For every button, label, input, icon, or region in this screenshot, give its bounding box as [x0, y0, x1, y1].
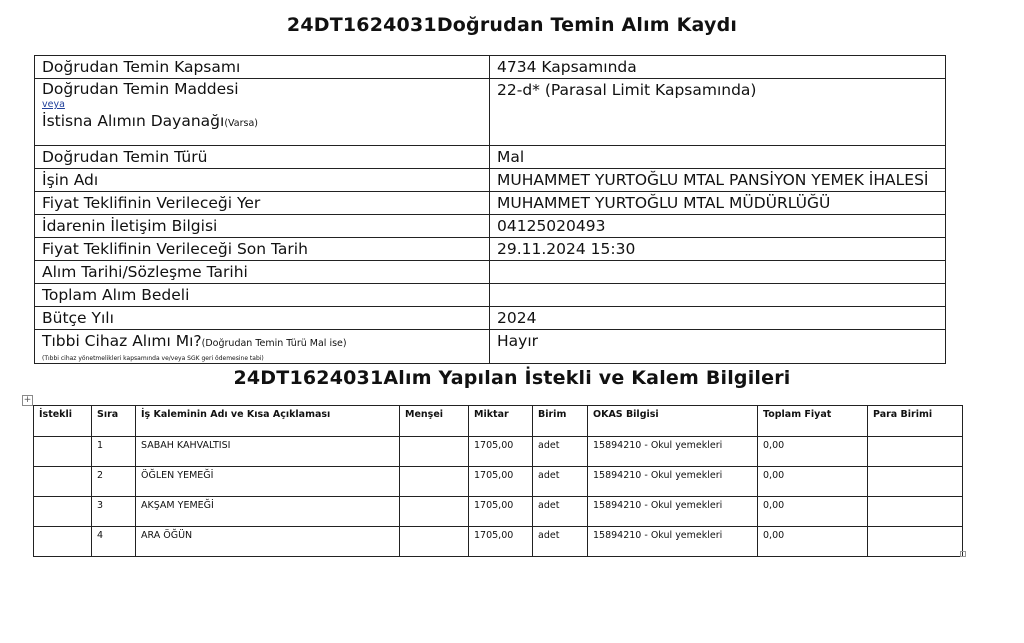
column-header: Birim: [533, 406, 588, 437]
direct-procurement-table: [34, 55, 946, 364]
column-header: Para Birimi: [868, 406, 963, 437]
info-value: 04125020493: [490, 215, 946, 238]
document-title: 24DT1624031Doğrudan Temin Alım Kaydı: [286, 14, 738, 36]
toplam-fiyat-cell: 0,00: [758, 527, 868, 557]
table-row: [34, 467, 963, 497]
info-value: 22-d* (Parasal Limit Kapsamında): [490, 79, 946, 146]
info-label: Doğrudan Temin Türü: [35, 146, 490, 169]
info-value: MUHAMMET YURTOĞLU MTAL PANSİYON YEMEK İHALESİ: [490, 169, 946, 192]
table-resize-handle[interactable]: [960, 551, 966, 557]
info-label: Tıbbi Cihaz Alımı Mı?: [42, 332, 202, 350]
items-header-row: [34, 406, 963, 437]
para-birimi-cell: [868, 467, 963, 497]
column-header: Sıra: [92, 406, 136, 437]
info-label: Fiyat Teklifinin Verileceği Yer: [35, 192, 490, 215]
info-label: İdarenin İletişim Bilgisi: [35, 215, 490, 238]
birim-cell: adet: [533, 527, 588, 557]
istekli-cell: [34, 467, 92, 497]
mensei-cell: [400, 497, 469, 527]
para-birimi-cell: [868, 527, 963, 557]
toplam-fiyat-cell: 0,00: [758, 437, 868, 467]
toplam-fiyat-cell: 0,00: [758, 497, 868, 527]
okas-cell: 15894210 - Okul yemekleri: [588, 467, 758, 497]
info-value: [490, 284, 946, 307]
table-row: [34, 497, 963, 527]
info-row: [35, 169, 946, 192]
sira-cell: 1: [92, 437, 136, 467]
info-label: İşin Adı: [35, 169, 490, 192]
para-birimi-cell: [868, 497, 963, 527]
info-label: Bütçe Yılı: [35, 307, 490, 330]
info-value: 29.11.2024 15:30: [490, 238, 946, 261]
sira-cell: 3: [92, 497, 136, 527]
info-value: MUHAMMET YURTOĞLU MTAL MÜDÜRLÜĞÜ: [490, 192, 946, 215]
table-row: [34, 437, 963, 467]
info-value: [490, 261, 946, 284]
info-row: [35, 261, 946, 284]
table-move-handle-icon[interactable]: +: [23, 395, 32, 405]
info-label: Toplam Alım Bedeli: [35, 284, 490, 307]
info-label: Fiyat Teklifinin Verileceği Son Tarih: [35, 238, 490, 261]
table-row: [34, 527, 963, 557]
miktar-cell: 1705,00: [469, 527, 533, 557]
sira-cell: 4: [92, 527, 136, 557]
info-row: [35, 284, 946, 307]
item-name-cell: ARA ÖĞÜN: [136, 527, 400, 557]
column-header: Miktar: [469, 406, 533, 437]
column-header: OKAS Bilgisi: [588, 406, 758, 437]
okas-cell: 15894210 - Okul yemekleri: [588, 437, 758, 467]
item-name-cell: AKŞAM YEMEĞİ: [136, 497, 400, 527]
column-header: İstekli: [34, 406, 92, 437]
info-value: 2024: [490, 307, 946, 330]
sira-cell: 2: [92, 467, 136, 497]
info-row: [35, 146, 946, 169]
info-label: Doğrudan Temin Maddesi: [42, 80, 239, 98]
miktar-cell: 1705,00: [469, 497, 533, 527]
okas-cell: 15894210 - Okul yemekleri: [588, 527, 758, 557]
info-row: [35, 307, 946, 330]
info-value: Hayır: [490, 330, 946, 364]
miktar-cell: 1705,00: [469, 437, 533, 467]
birim-cell: adet: [533, 467, 588, 497]
birim-cell: adet: [533, 437, 588, 467]
item-name-cell: SABAH KAHVALTISI: [136, 437, 400, 467]
info-row: [35, 215, 946, 238]
info-row: [35, 56, 946, 79]
column-header: Menşei: [400, 406, 469, 437]
info-subnote: (Tıbbi cihaz yönetmelikleri kapsamında ve/veya SGK geri ödemesine tabi): [42, 355, 264, 362]
istekli-cell: [34, 497, 92, 527]
mensei-cell: [400, 527, 469, 557]
birim-cell: adet: [533, 497, 588, 527]
column-header: İş Kaleminin Adı ve Kısa Açıklaması: [136, 406, 400, 437]
info-label: İstisna Alımın Dayanağı: [42, 112, 225, 130]
toplam-fiyat-cell: 0,00: [758, 467, 868, 497]
mensei-cell: [400, 437, 469, 467]
info-row: [35, 79, 946, 146]
item-name-cell: ÖĞLEN YEMEĞİ: [136, 467, 400, 497]
info-label: Alım Tarihi/Sözleşme Tarihi: [35, 261, 490, 284]
info-note: (Doğrudan Temin Türü Mal ise): [201, 338, 347, 349]
info-label-cell: [35, 79, 490, 146]
info-label-cell: [35, 330, 490, 364]
istekli-cell: [34, 527, 92, 557]
info-label: Doğrudan Temin Kapsamı: [35, 56, 490, 79]
items-table: [33, 405, 963, 557]
info-row: [35, 238, 946, 261]
miktar-cell: 1705,00: [469, 467, 533, 497]
istekli-cell: [34, 437, 92, 467]
para-birimi-cell: [868, 437, 963, 467]
mensei-cell: [400, 467, 469, 497]
veya-label: veya: [42, 99, 65, 110]
section-title: 24DT1624031Alım Yapılan İstekli ve Kalem Bilgileri: [233, 367, 791, 389]
info-note: (Varsa): [224, 118, 258, 129]
info-row: [35, 192, 946, 215]
column-header: Toplam Fiyat: [758, 406, 868, 437]
info-row: [35, 330, 946, 364]
okas-cell: 15894210 - Okul yemekleri: [588, 497, 758, 527]
info-value: 4734 Kapsamında: [490, 56, 946, 79]
info-value: Mal: [490, 146, 946, 169]
